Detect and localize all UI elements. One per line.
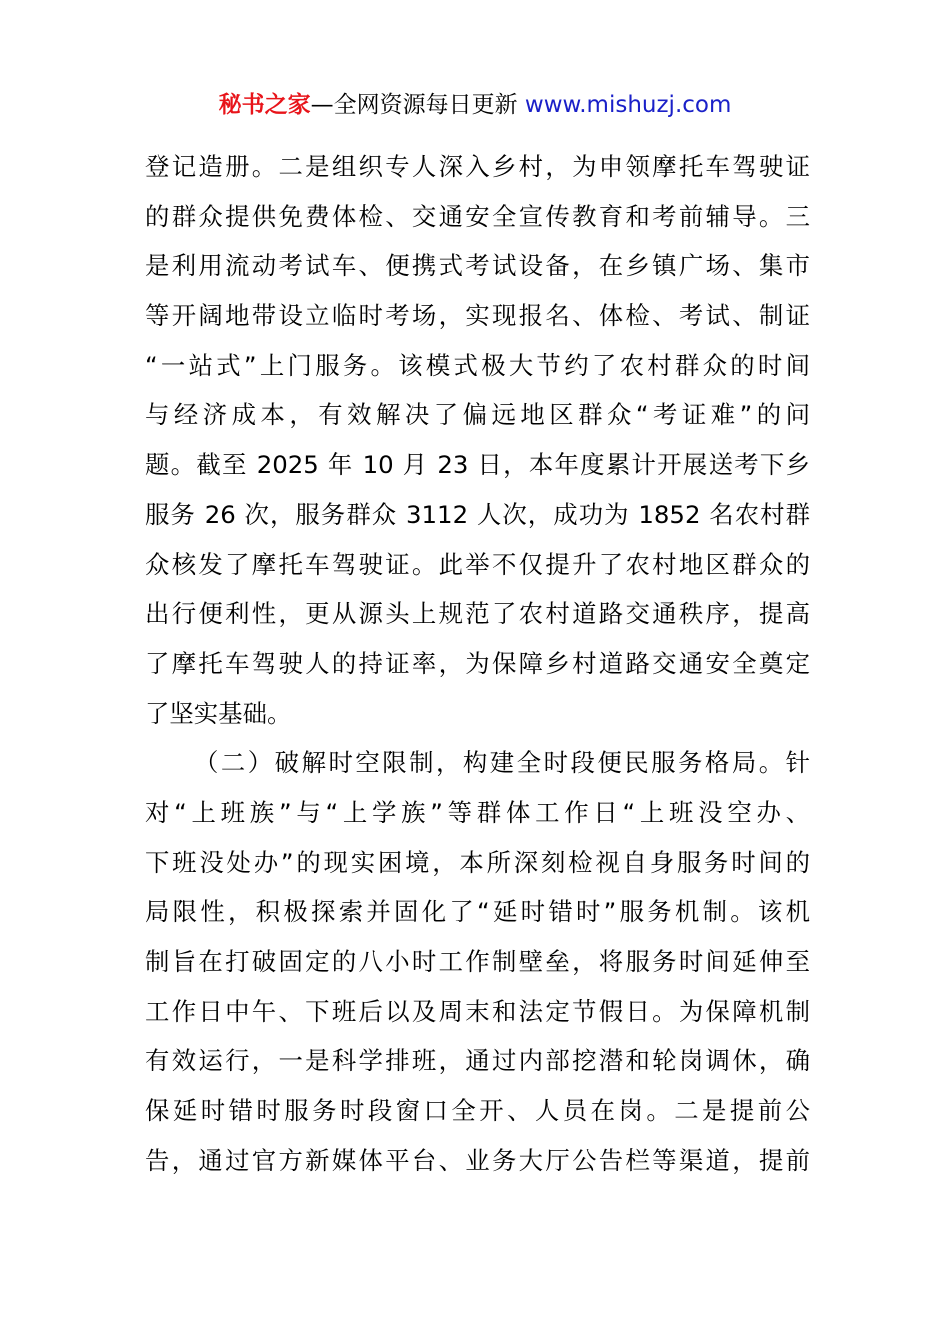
text-line: 对“上班族”与“上学族”等群体工作日“上班没空办、 (145, 797, 810, 827)
paragraph-1 (145, 142, 810, 738)
text-line: 制旨在打破固定的八小时工作制壁垒，将服务时间延伸至 (145, 947, 810, 976)
website-url[interactable]: www.mishuzj.com (524, 92, 732, 118)
text-line: 与经济成本，有效解决了偏远地区群众“考证难”的问 (145, 400, 810, 430)
text-line: 等开阔地带设立临时考场，实现报名、体检、考试、制证 (145, 301, 810, 331)
text-line: 出行便利性，更从源头上规范了农村道路交通秩序，提高 (145, 599, 810, 629)
text-line: 有效运行，一是科学排班，通过内部挖潜和轮岗调休，确 (145, 1046, 810, 1076)
text-line: 登记造册。二是组织专人深入乡村，为申领摩托车驾驶证 (145, 152, 810, 181)
text-line: 了坚实基础。 (145, 698, 292, 728)
header-slogan: —全网资源每日更新 (310, 92, 518, 118)
text-line: 题。截至 2025 年 10 月 23 日，本年度累计开展送考下乡 (145, 450, 810, 480)
text-line: 了摩托车驾驶人的持证率，为保障乡村道路交通安全奠定 (145, 648, 810, 678)
text-line: 工作日中午、下班后以及周末和法定节假日。为保障机制 (145, 996, 810, 1026)
text-line: 服务 26 次，服务群众 3112 人次，成功为 1852 名农村群 (145, 499, 810, 529)
text-line: 告，通过官方新媒体平台、业务大厅公告栏等渠道，提前 (145, 1145, 810, 1175)
text-line: 众核发了摩托车驾驶证。此举不仅提升了农村地区群众的 (145, 549, 810, 579)
brand-name: 秘书之家 (218, 92, 311, 118)
paragraph-2 (145, 738, 810, 1185)
text-line: 局限性，积极探索并固化了“延时错时”服务机制。该机 (145, 897, 810, 927)
text-line: （二）破解时空限制，构建全时段便民服务格局。针 (194, 748, 810, 778)
text-line: 是利用流动考试车、便携式考试设备，在乡镇广场、集市 (145, 251, 810, 281)
document-body (145, 142, 810, 1185)
text-line: 下班没处办”的现实困境，本所深刻检视自身服务时间的 (145, 847, 810, 877)
text-line: 保延时错时服务时段窗口全开、人员在岗。二是提前公 (145, 1096, 810, 1126)
text-line: “一站式”上门服务。该模式极大节约了农村群众的时间 (145, 350, 810, 380)
watermark-header (0, 88, 950, 122)
text-line: 的群众提供免费体检、交通安全宣传教育和考前辅导。三 (145, 201, 810, 231)
